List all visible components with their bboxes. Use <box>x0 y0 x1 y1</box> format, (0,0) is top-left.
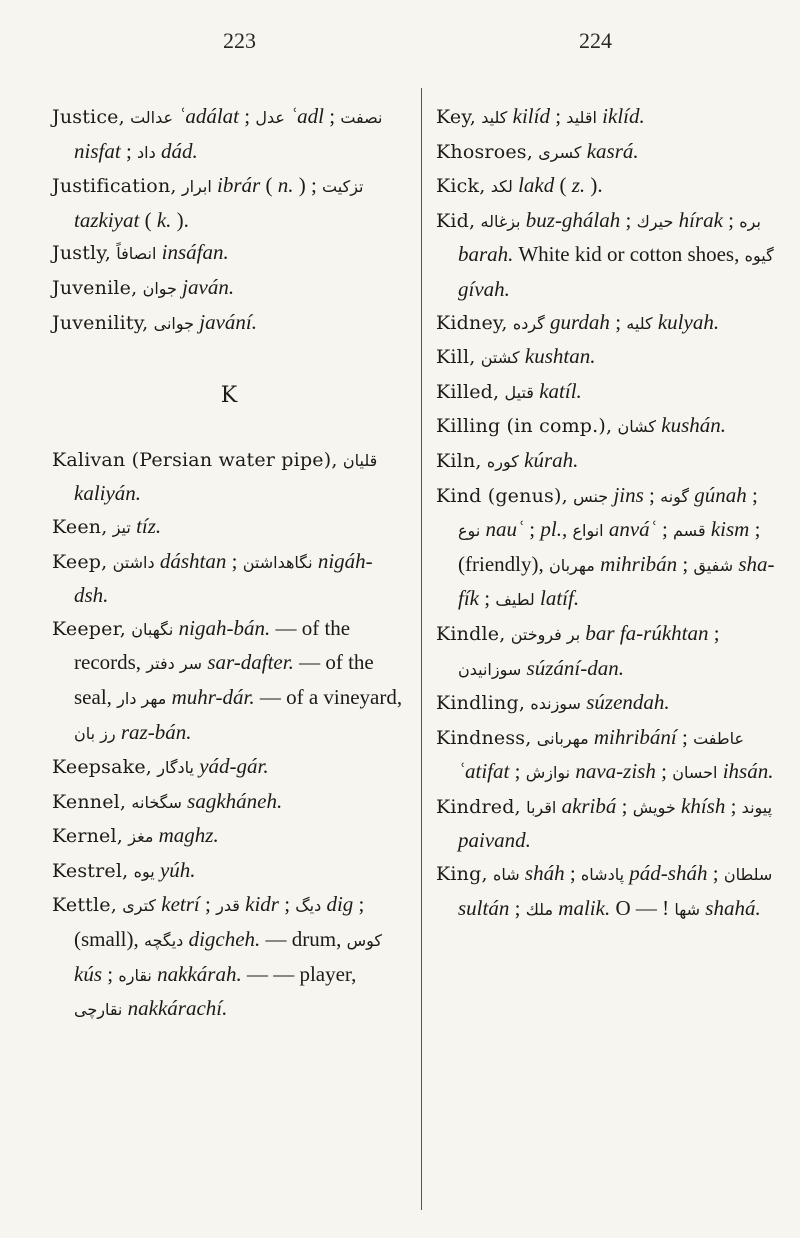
column-divider <box>421 88 422 1210</box>
dictionary-entry <box>52 854 406 889</box>
transliteration: digcheh. <box>188 927 261 952</box>
transliteration: nisfat <box>74 138 121 163</box>
transliteration: kushtan. <box>524 344 596 369</box>
persian-word: نوع <box>458 521 481 541</box>
entry-headword: Key, <box>436 106 476 128</box>
transliteration: nakkárachí. <box>127 996 228 1021</box>
dictionary-entry <box>436 409 776 444</box>
dictionary-entry <box>436 444 776 479</box>
transliteration: sha-fík <box>458 551 775 611</box>
transliteration: z. <box>571 173 586 198</box>
dictionary-entry <box>436 617 776 686</box>
transliteration: muhr-dár. <box>171 684 255 709</box>
persian-word: جوانی <box>153 313 195 333</box>
left-column <box>52 100 406 1027</box>
persian-word: کوس <box>346 931 383 951</box>
persian-word: نگاهداشتن <box>242 552 313 572</box>
transliteration: sháh <box>524 861 565 886</box>
entry-headword: Killing (in comp.), <box>436 415 613 438</box>
entry-text: — — player, <box>246 961 357 986</box>
persian-word: لکد <box>490 177 513 197</box>
persian-word: تزکیت <box>322 177 364 197</box>
entry-text: ; <box>752 482 758 507</box>
entry-text: — drum, <box>265 927 342 952</box>
dictionary-entry <box>436 686 776 721</box>
persian-word: داد <box>137 142 156 162</box>
dictionary-entry <box>436 204 776 306</box>
transliteration: bar fa-rúkhtan <box>585 620 709 645</box>
persian-word: لطیف <box>495 590 535 610</box>
persian-word: عدالت <box>130 108 174 127</box>
entry-headword: Kennel, <box>52 790 127 813</box>
persian-word: شفیق <box>693 555 734 575</box>
entry-text: — of a vineyard, <box>259 684 403 709</box>
entry-text: ; <box>205 892 211 917</box>
dictionary-entry <box>436 340 776 375</box>
transliteration: kaliyán. <box>74 481 142 506</box>
entry-headword: Keen, <box>52 515 108 538</box>
transliteration: paivand. <box>458 828 531 853</box>
dictionary-entry <box>52 306 406 341</box>
transliteration: tíz. <box>136 513 162 538</box>
transliteration: pád-sháh <box>629 861 708 886</box>
transliteration: yúh. <box>159 857 196 882</box>
dictionary-entry <box>52 750 406 785</box>
persian-word: رز بان <box>74 723 116 743</box>
entry-text: ; <box>728 207 735 232</box>
transliteration: sar-dafter. <box>207 650 294 675</box>
transliteration: sagkháneh. <box>187 788 283 813</box>
transliteration: gúnah <box>694 482 747 507</box>
dictionary-entry <box>52 785 406 820</box>
entry-headword: Kick, <box>436 175 486 198</box>
entry-text: ; <box>713 620 720 645</box>
transliteration: yád-gár. <box>199 754 269 779</box>
entry-headword: Kindling, <box>436 692 526 715</box>
entry-headword: Killed, <box>436 380 500 403</box>
dictionary-entry <box>52 169 406 236</box>
transliteration: ʿadálat <box>178 104 239 128</box>
entry-text: ; (small), <box>74 892 365 952</box>
persian-word: سگخانه <box>131 792 182 812</box>
entry-text: ; <box>514 759 521 784</box>
entry-text: White kid or cotton shoes, <box>518 242 740 267</box>
persian-word: عاطفت <box>693 728 745 748</box>
entry-headword: Kid, <box>436 209 476 232</box>
entry-text: ; (friendly), <box>458 517 761 576</box>
persian-word: سر دفتر <box>146 654 203 674</box>
persian-word: سوزانیدن <box>458 659 522 679</box>
persian-word: احسان <box>672 763 718 783</box>
entry-headword: Kindle, <box>436 622 506 645</box>
persian-word: نصفت <box>340 108 383 127</box>
entry-headword: Kestrel, <box>52 859 129 882</box>
entry-text: ; <box>712 861 719 886</box>
transliteration: nakkárah. <box>157 961 242 986</box>
transliteration: ʿadl <box>290 104 324 128</box>
entry-text: ; <box>555 104 562 128</box>
transliteration: shahá. <box>705 895 761 920</box>
dictionary-entry <box>52 271 406 306</box>
dictionary-entry <box>52 819 406 854</box>
persian-word: ملك <box>525 899 554 919</box>
transliteration: lakd <box>518 173 555 198</box>
dictionary-entry <box>52 545 406 612</box>
transliteration: nava-zish <box>575 759 656 784</box>
transliteration: kasrá. <box>586 138 639 163</box>
persian-word: کلیه <box>626 313 653 333</box>
persian-word: قدر <box>216 896 240 916</box>
transliteration: kism <box>710 517 750 542</box>
persian-word: مهر دار <box>117 688 167 708</box>
transliteration: barah. <box>458 242 514 267</box>
entry-text: ; <box>661 759 667 784</box>
persian-word: بره <box>739 211 761 231</box>
entry-headword: Justification, <box>52 175 177 198</box>
entry-text: ; <box>682 551 689 576</box>
persian-word: ابرار <box>181 177 212 197</box>
dictionary-entry <box>436 857 776 926</box>
entry-text: ; <box>107 961 114 986</box>
entry-headword: Justly, <box>52 242 111 265</box>
transliteration: latíf. <box>539 586 580 611</box>
section-letter: K <box>220 383 238 409</box>
persian-word: یادگار <box>157 758 194 778</box>
persian-word: کسری <box>538 142 582 162</box>
entry-headword: Kindred, <box>436 795 521 818</box>
dictionary-entry <box>436 306 776 341</box>
persian-word: مهربانی <box>536 728 589 748</box>
persian-word: شاه <box>492 865 520 885</box>
persian-word: اقلید <box>566 108 597 127</box>
transliteration: iklíd. <box>602 104 645 128</box>
persian-word: کتری <box>122 896 157 916</box>
entry-headword: Kalivan (Persian water pipe), <box>52 448 338 471</box>
transliteration: k. <box>156 207 172 232</box>
transliteration: maghz. <box>158 823 219 848</box>
entry-text: ( <box>265 173 273 198</box>
transliteration: mihribán <box>600 551 678 576</box>
transliteration: buz-ghálah <box>525 207 621 232</box>
entry-headword: Justice, <box>52 106 125 128</box>
persian-word: گونه <box>660 486 690 506</box>
entry-headword: Kill, <box>436 346 476 369</box>
transliteration: kús <box>74 961 102 986</box>
transliteration: anváʿ <box>608 517 657 542</box>
persian-word: پیوند <box>741 797 773 817</box>
transliteration: súzendah. <box>586 690 670 715</box>
dictionary-entry <box>52 510 406 545</box>
dictionary-entry <box>52 443 406 510</box>
persian-word: مهربان <box>548 555 595 575</box>
persian-word: انصافاً <box>116 244 157 264</box>
transliteration: ketrí <box>161 892 200 917</box>
entry-text: ; <box>569 861 576 886</box>
entry-headword: Khosroes, <box>436 140 533 163</box>
entry-text: ) ; <box>298 173 317 198</box>
dictionary-entry <box>52 612 406 750</box>
entry-headword: King, <box>436 863 488 886</box>
persian-word: قلیان <box>342 450 378 470</box>
transliteration: tazkiyat <box>74 207 140 232</box>
entry-text: ; <box>649 482 655 507</box>
transliteration: ʿatifat <box>458 759 510 784</box>
entry-text: ; <box>484 586 491 611</box>
transliteration: javání. <box>199 309 258 334</box>
persian-word: جنس <box>573 486 609 506</box>
transliteration: kúrah. <box>524 447 579 472</box>
transliteration: pl., <box>540 517 568 542</box>
dictionary-entry <box>52 236 406 271</box>
transliteration: n. <box>277 173 294 198</box>
entry-text: O — ! <box>615 895 670 920</box>
dictionary-entry <box>436 375 776 410</box>
persian-word: عدل <box>255 108 285 127</box>
entry-headword: Kind (genus), <box>436 484 568 507</box>
persian-word: جوان <box>142 278 177 298</box>
entry-headword: Juvenility, <box>52 311 149 334</box>
transliteration: malik. <box>558 895 611 920</box>
persian-word: بزغاله <box>480 211 521 231</box>
transliteration: kilíd <box>512 104 550 128</box>
entry-headword: Kettle, <box>52 894 117 917</box>
dictionary-entry <box>436 169 776 204</box>
transliteration: dáshtan <box>159 548 227 573</box>
persian-word: بر فروختن <box>510 624 581 644</box>
persian-word: قسم <box>673 521 706 541</box>
entry-text: ). <box>176 207 189 232</box>
persian-word: گرده <box>512 313 545 333</box>
entry-text: ; <box>625 207 632 232</box>
transliteration: súzání-dan. <box>526 655 624 680</box>
transliteration: ihsán. <box>722 759 774 784</box>
entry-text: ; <box>615 309 622 334</box>
persian-word: سوزنده <box>530 694 581 714</box>
persian-word: قتیل <box>504 382 534 402</box>
persian-word: شها <box>674 899 701 919</box>
persian-word: مغز <box>128 827 154 847</box>
transliteration: dig <box>326 892 354 917</box>
transliteration: khísh <box>681 793 726 818</box>
dictionary-entry <box>436 479 776 617</box>
transliteration: kulyah. <box>657 309 720 334</box>
transliteration: nigah-bán. <box>178 615 271 640</box>
transliteration: nauʿ <box>485 517 525 542</box>
persian-word: کشتن <box>480 348 520 368</box>
persian-word: پادشاه <box>580 865 625 885</box>
transliteration: gurdah <box>550 309 610 334</box>
transliteration: insáfan. <box>161 240 229 265</box>
entry-text: ; <box>514 895 521 920</box>
transliteration: nigáh-dsh. <box>74 548 373 608</box>
entry-text: ; <box>730 793 737 818</box>
persian-word: گیوه <box>744 246 774 266</box>
entry-text: — of the seal, <box>74 650 374 709</box>
dictionary-entry <box>436 721 776 790</box>
transliteration: sultán <box>458 895 510 920</box>
persian-word: کشان <box>617 417 657 437</box>
persian-word: خویش <box>632 797 676 817</box>
entry-text: ; <box>125 138 132 163</box>
entry-headword: Keepsake, <box>52 756 153 779</box>
persian-word: کلید <box>481 108 508 127</box>
entry-text: ( <box>559 173 567 198</box>
page-number-left: 223 <box>223 28 256 53</box>
entry-headword: Juvenile, <box>52 276 138 299</box>
entry-headword: Kiln, <box>436 449 482 472</box>
transliteration: dád. <box>160 138 198 163</box>
dictionary-entry <box>436 790 776 857</box>
persian-word: نقاره <box>118 965 152 985</box>
entry-headword: Keeper, <box>52 617 127 640</box>
persian-word: نوازش <box>525 763 571 783</box>
entry-headword: Kidney, <box>436 311 508 334</box>
entry-text: ; <box>681 724 688 749</box>
transliteration: jins <box>613 482 644 507</box>
persian-word: دیگ <box>295 896 322 916</box>
right-column <box>436 100 776 926</box>
transliteration: katíl. <box>539 378 582 403</box>
entry-text: ; <box>284 892 291 917</box>
entry-text: ( <box>144 207 152 232</box>
entry-text: ; <box>661 517 668 542</box>
dictionary-entry <box>52 100 406 169</box>
entry-headword: Kernel, <box>52 825 124 848</box>
persian-word: حيرك <box>636 211 674 231</box>
transliteration: mihribání <box>593 724 677 749</box>
entry-text: ). <box>590 173 603 198</box>
transliteration: javán. <box>182 274 235 299</box>
persian-word: نقارچی <box>74 1000 123 1020</box>
entry-text: ; <box>231 548 238 573</box>
persian-word: سلطان <box>723 865 773 885</box>
persian-word: یوه <box>133 861 155 881</box>
entry-text: ; <box>621 793 628 818</box>
transliteration: kidr <box>245 892 279 917</box>
persian-word: داشتن <box>112 552 155 572</box>
transliteration: kushán. <box>661 413 727 438</box>
transliteration: raz-bán. <box>120 719 192 744</box>
transliteration: ibrár <box>217 173 261 198</box>
persian-word: تیز <box>112 517 131 537</box>
entry-text: ; <box>244 104 251 128</box>
entry-headword: Keep, <box>52 550 108 573</box>
entry-text: — of the records, <box>74 615 351 675</box>
persian-word: اقربا <box>526 797 557 817</box>
persian-word: دیگچه <box>143 931 184 951</box>
persian-word: کوره <box>486 451 519 471</box>
transliteration: akribá <box>561 793 617 818</box>
entry-headword: Kindness, <box>436 726 532 749</box>
dictionary-entry <box>436 135 776 170</box>
entry-text: ; <box>329 104 336 128</box>
entry-text: ; <box>529 517 536 542</box>
transliteration: hírak <box>678 207 723 232</box>
persian-word: انواع <box>572 521 604 541</box>
dictionary-entry <box>436 100 776 135</box>
page-number-right: 224 <box>579 28 612 53</box>
transliteration: gívah. <box>458 276 510 301</box>
persian-word: نگهبان <box>131 619 174 639</box>
dictionary-entry <box>52 888 406 1026</box>
